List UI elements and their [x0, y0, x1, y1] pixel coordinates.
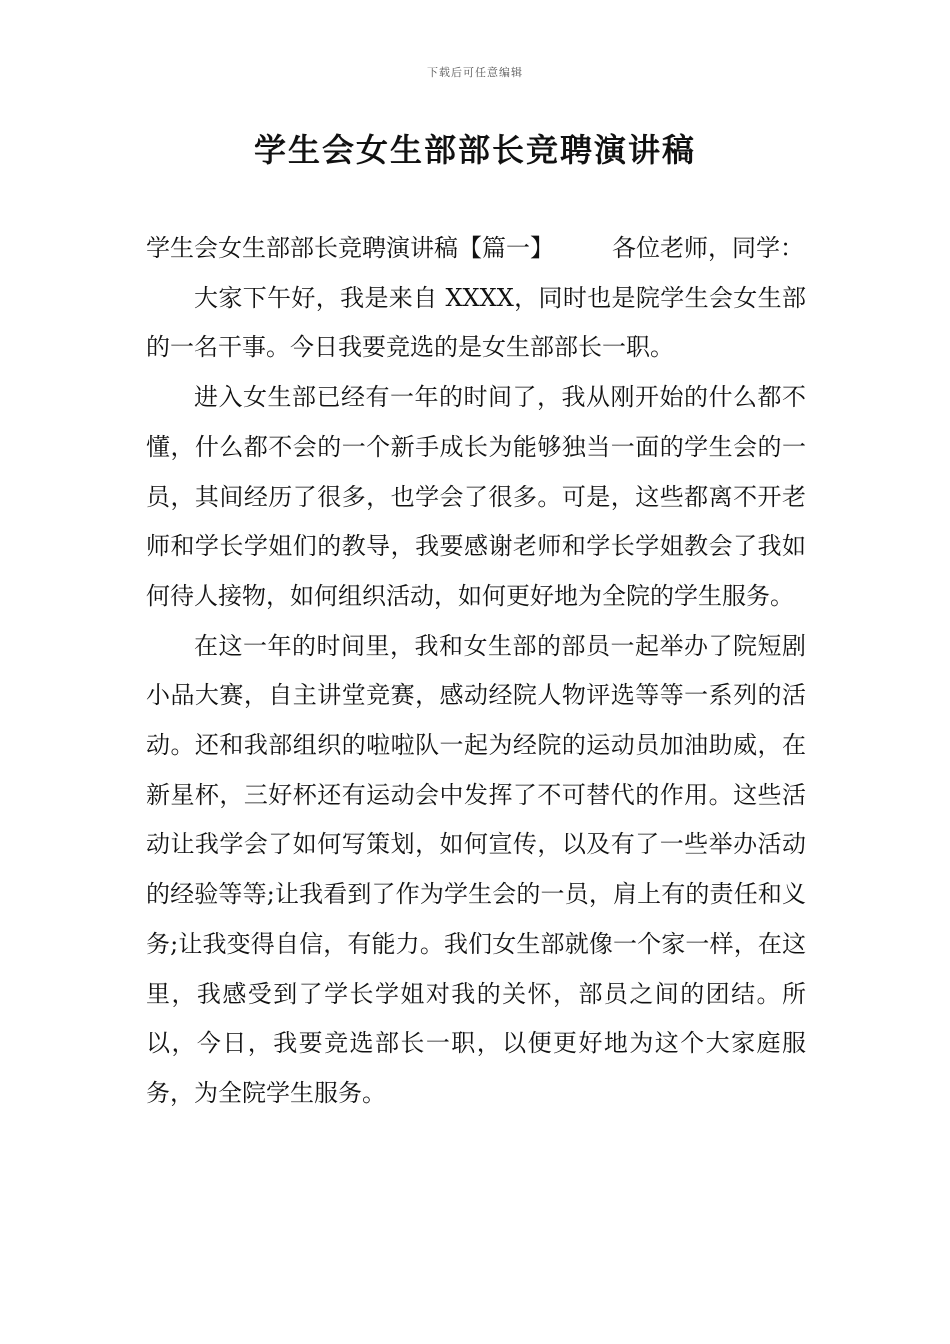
header-note: 下载后可任意编辑	[427, 66, 523, 79]
paragraph-3: 在这一年的时间里，我和女生部的部员一起举办了院短剧小品大赛，自主讲堂竞赛，感动经院人物评选等等一系列的活动。还和我部组织的啦啦队一起为经院的运动员加油助威，在新星杯，三好杯还有运动会中发挥了不可替代的作用。这些活动让我学会了如何写策划，如何宣传，以及有了一些举办活动的经验等等;让我看到了作为学生会的一员，肩上有的责任和义务;让我变得自信，有能力。我们女生部就像一个家一样，在这里，我感受到了学长学姐对我的关怀，部员之间的团结。所以，今日，我要竞选部长一职，以便更好地为这个大家庭服务，为全院学生服务。	[146, 631, 806, 1107]
paragraph-1: 大家下午好，我是来自 XXXX，同时也是院学生会女生部的一名干事。今日我要竞选的是女生部部长一职。	[146, 283, 806, 362]
document-body	[146, 224, 806, 1119]
page-title: 学生会女生部部长竞聘演讲稿	[253, 131, 696, 169]
section-heading: 学生会女生部部长竞聘演讲稿【篇一】	[146, 234, 554, 262]
salutation: 各位老师，同学：	[612, 234, 804, 262]
intro-line	[146, 224, 806, 274]
paragraph-2: 进入女生部已经有一年的时间了，我从刚开始的什么都不懂，什么都不会的一个新手成长为能够独当一面的学生会的一员，其间经历了很多，也学会了很多。可是，这些都离不开老师和学长学姐们的教导，我要感谢老师和学长学姐教会了我如何待人接物，如何组织活动，如何更好地为全院的学生服务。	[146, 383, 806, 610]
